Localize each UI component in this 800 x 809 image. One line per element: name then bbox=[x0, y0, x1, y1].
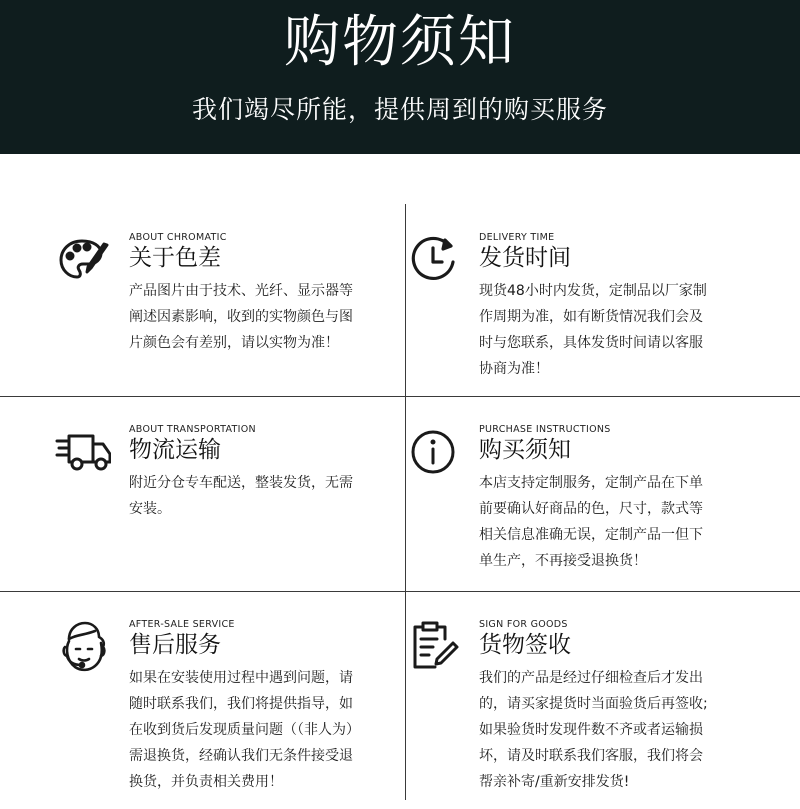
customer-service-icon bbox=[55, 619, 111, 675]
info-grid bbox=[0, 154, 800, 800]
body-line: 坏，请及时联系我们客服，我们将会 bbox=[479, 748, 703, 764]
section-sign bbox=[405, 619, 800, 809]
body-line: 需退换货，经确认我们无条件接受退 bbox=[129, 748, 353, 764]
section-body bbox=[479, 470, 737, 574]
body-line: 在收到货后发现质量问题（（非人为） bbox=[129, 722, 360, 738]
section-transport bbox=[55, 424, 450, 614]
section-title: 购买须知 bbox=[479, 437, 571, 463]
body-line: 附近分仓专车配送，整装发货，无需 bbox=[129, 475, 353, 491]
section-en-title: AFTER-SALE SERVICE bbox=[129, 619, 235, 630]
truck-icon bbox=[55, 424, 111, 480]
body-line: 换货，并负责相关费用！ bbox=[129, 774, 283, 790]
section-title: 售后服务 bbox=[129, 632, 221, 658]
body-line: 的，请买家提货时当面验货后再签收; bbox=[479, 696, 708, 712]
section-title: 物流运输 bbox=[129, 437, 221, 463]
section-title: 发货时间 bbox=[479, 245, 571, 271]
info-icon bbox=[405, 424, 461, 480]
section-body bbox=[129, 665, 387, 795]
body-line: 相关信息准确无误，定制产品一但下 bbox=[479, 527, 703, 543]
body-line: 安装。 bbox=[129, 501, 171, 517]
page-subtitle: 我们竭尽所能，提供周到的购买服务 bbox=[191, 95, 608, 124]
body-line: 时与您联系，具体发货时间请以客服 bbox=[479, 335, 703, 351]
section-body bbox=[479, 665, 737, 795]
body-line: 前要确认好商品的色，尺寸，款式等 bbox=[479, 501, 703, 517]
section-delivery bbox=[405, 232, 800, 422]
body-line: 如果验货时发现件数不齐或者运输损 bbox=[479, 722, 703, 738]
body-line: 本店支持定制服务，定制产品在下单 bbox=[479, 475, 703, 491]
page-title: 购物须知 bbox=[284, 10, 516, 75]
section-chromatic bbox=[55, 232, 450, 422]
section-en-title: ABOUT CHROMATIC bbox=[129, 232, 227, 243]
section-en-title: DELIVERY TIME bbox=[479, 232, 555, 243]
body-line: 协商为准！ bbox=[479, 361, 549, 377]
section-en-title: SIGN FOR GOODS bbox=[479, 619, 568, 630]
body-line: 产品图片由于技术、光纤、显示器等 bbox=[129, 283, 353, 299]
header-banner bbox=[0, 0, 800, 154]
section-body bbox=[479, 278, 737, 382]
body-line: 我们的产品是经过仔细检查后才发出 bbox=[479, 670, 703, 686]
body-line: 阐述因素影响，收到的实物颜色与图 bbox=[129, 309, 353, 325]
section-en-title: ABOUT TRANSPORTATION bbox=[129, 424, 256, 435]
body-line: 随时联系我们，我们将提供指导，如 bbox=[129, 696, 353, 712]
sign-document-icon bbox=[405, 619, 461, 675]
palette-icon bbox=[55, 232, 111, 288]
section-title: 关于色差 bbox=[129, 245, 221, 271]
body-line: 现货48小时内发货，定制品以厂家制 bbox=[479, 283, 707, 299]
section-en-title: PURCHASE INSTRUCTIONS bbox=[479, 424, 611, 435]
body-line: 单生产，不再接受退换货！ bbox=[479, 553, 647, 569]
body-line: 如果在安装使用过程中遇到问题，请 bbox=[129, 670, 353, 686]
section-body bbox=[129, 278, 387, 356]
body-line: 片颜色会有差别，请以实物为准！ bbox=[129, 335, 339, 351]
section-purchase bbox=[405, 424, 800, 614]
section-title: 货物签收 bbox=[479, 632, 571, 658]
section-aftersale bbox=[55, 619, 450, 809]
clock-icon bbox=[405, 232, 461, 288]
section-body bbox=[129, 470, 387, 522]
body-line: 作周期为准，如有断货情况我们会及 bbox=[479, 309, 703, 325]
body-line: 帮亲补寄/重新安排发货! bbox=[479, 774, 630, 790]
